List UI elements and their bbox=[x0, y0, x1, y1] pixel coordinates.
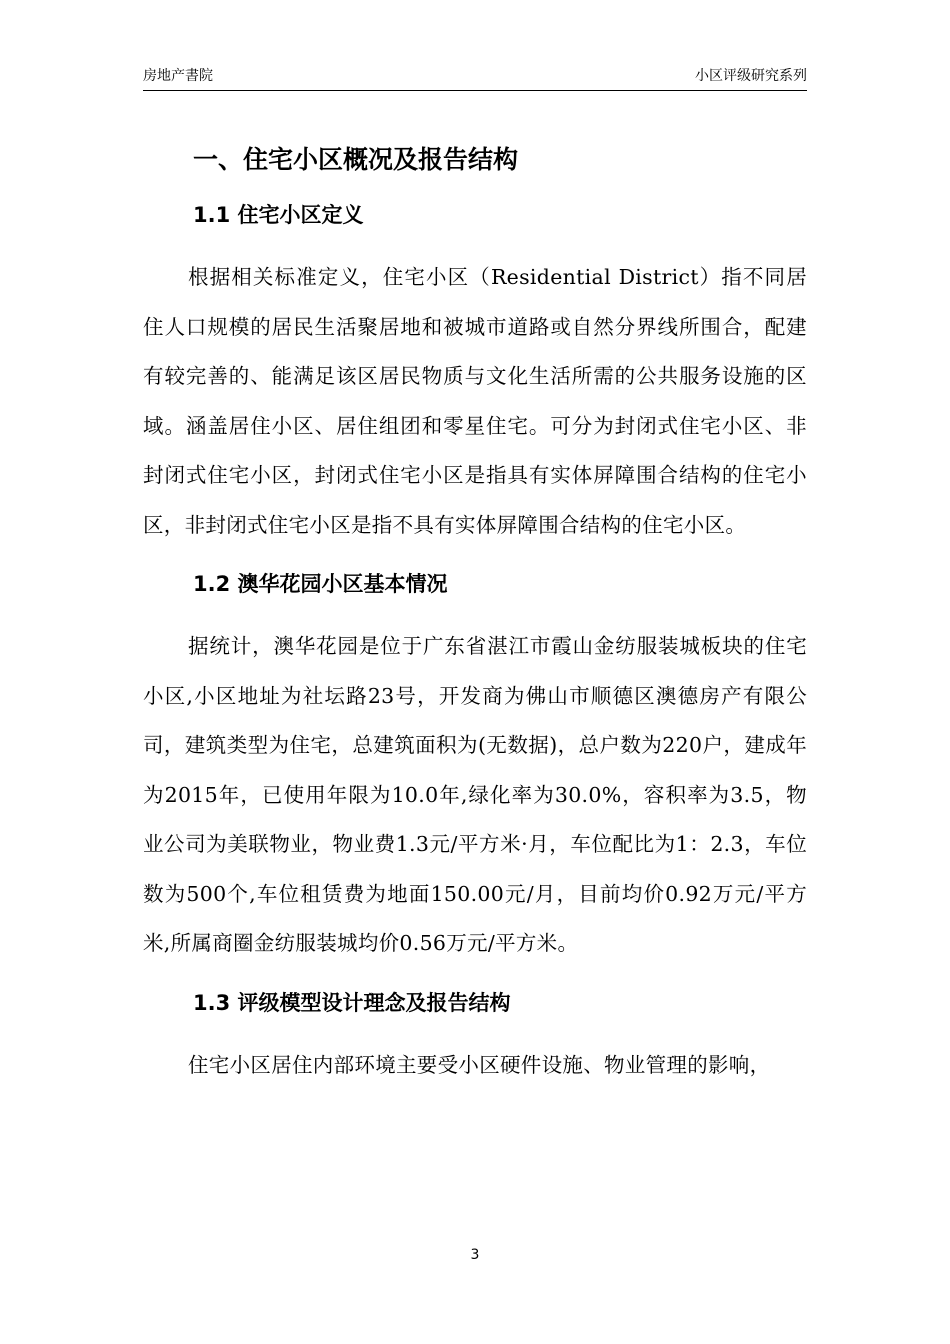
section-1-2-title: 1.2 澳华花园小区基本情况 bbox=[193, 572, 448, 596]
header-publisher: 房地产書院 bbox=[143, 68, 213, 84]
section-1-1-paragraph: 根据相关标准定义，住宅小区（Residential District）指不同居住人口规模的居民生活聚居地和被城市道路或自然分界线所围合，配建有较完善的、能满足该区居民物质与文化生活所需的公共服务设施的区域。涵盖居住小区、居住组团和零星住宅。可分为封闭式住宅小区、非封闭式住宅小区，封闭式住宅小区是指具有实体屏障围合结构的住宅小区，非封闭式住宅小区是指不具有实体屏障围合结构的住宅小区。 bbox=[143, 265, 807, 537]
page-number: 3 bbox=[470, 1247, 480, 1263]
page-content bbox=[143, 140, 807, 1090]
header-series-title: 小区评级研究系列 bbox=[695, 68, 807, 84]
page-header bbox=[143, 66, 807, 91]
section-1-3-paragraph: 住宅小区居住内部环境主要受小区硬件设施、物业管理的影响， bbox=[188, 1052, 771, 1077]
chapter-title: 一、住宅小区概况及报告结构 bbox=[193, 145, 519, 174]
section-1-2-paragraph: 据统计，澳华花园是位于广东省湛江市霞山金纺服装城板块的住宅小区,小区地址为社坛路23号，开发商为佛山市顺德区澳德房产有限公司，建筑类型为住宅，总建筑面积为(无数据)，总户数为220户，建成年为2015年，已使用年限为10.0年,绿化率为30.0%，容积率为3.5，物业公司为美联物业，物业费1.3元/平方米·月，车位配比为1：2.3，车位数为500个,车位租赁费为地面150.00元/月，目前均价0.92万元/平方米,所属商圈金纺服装城均价0.56万元/平方米。 bbox=[143, 634, 807, 955]
section-1-3-title: 1.3 评级模型设计理念及报告结构 bbox=[193, 990, 511, 1015]
section-1-1-title: 1.1 住宅小区定义 bbox=[193, 203, 364, 227]
